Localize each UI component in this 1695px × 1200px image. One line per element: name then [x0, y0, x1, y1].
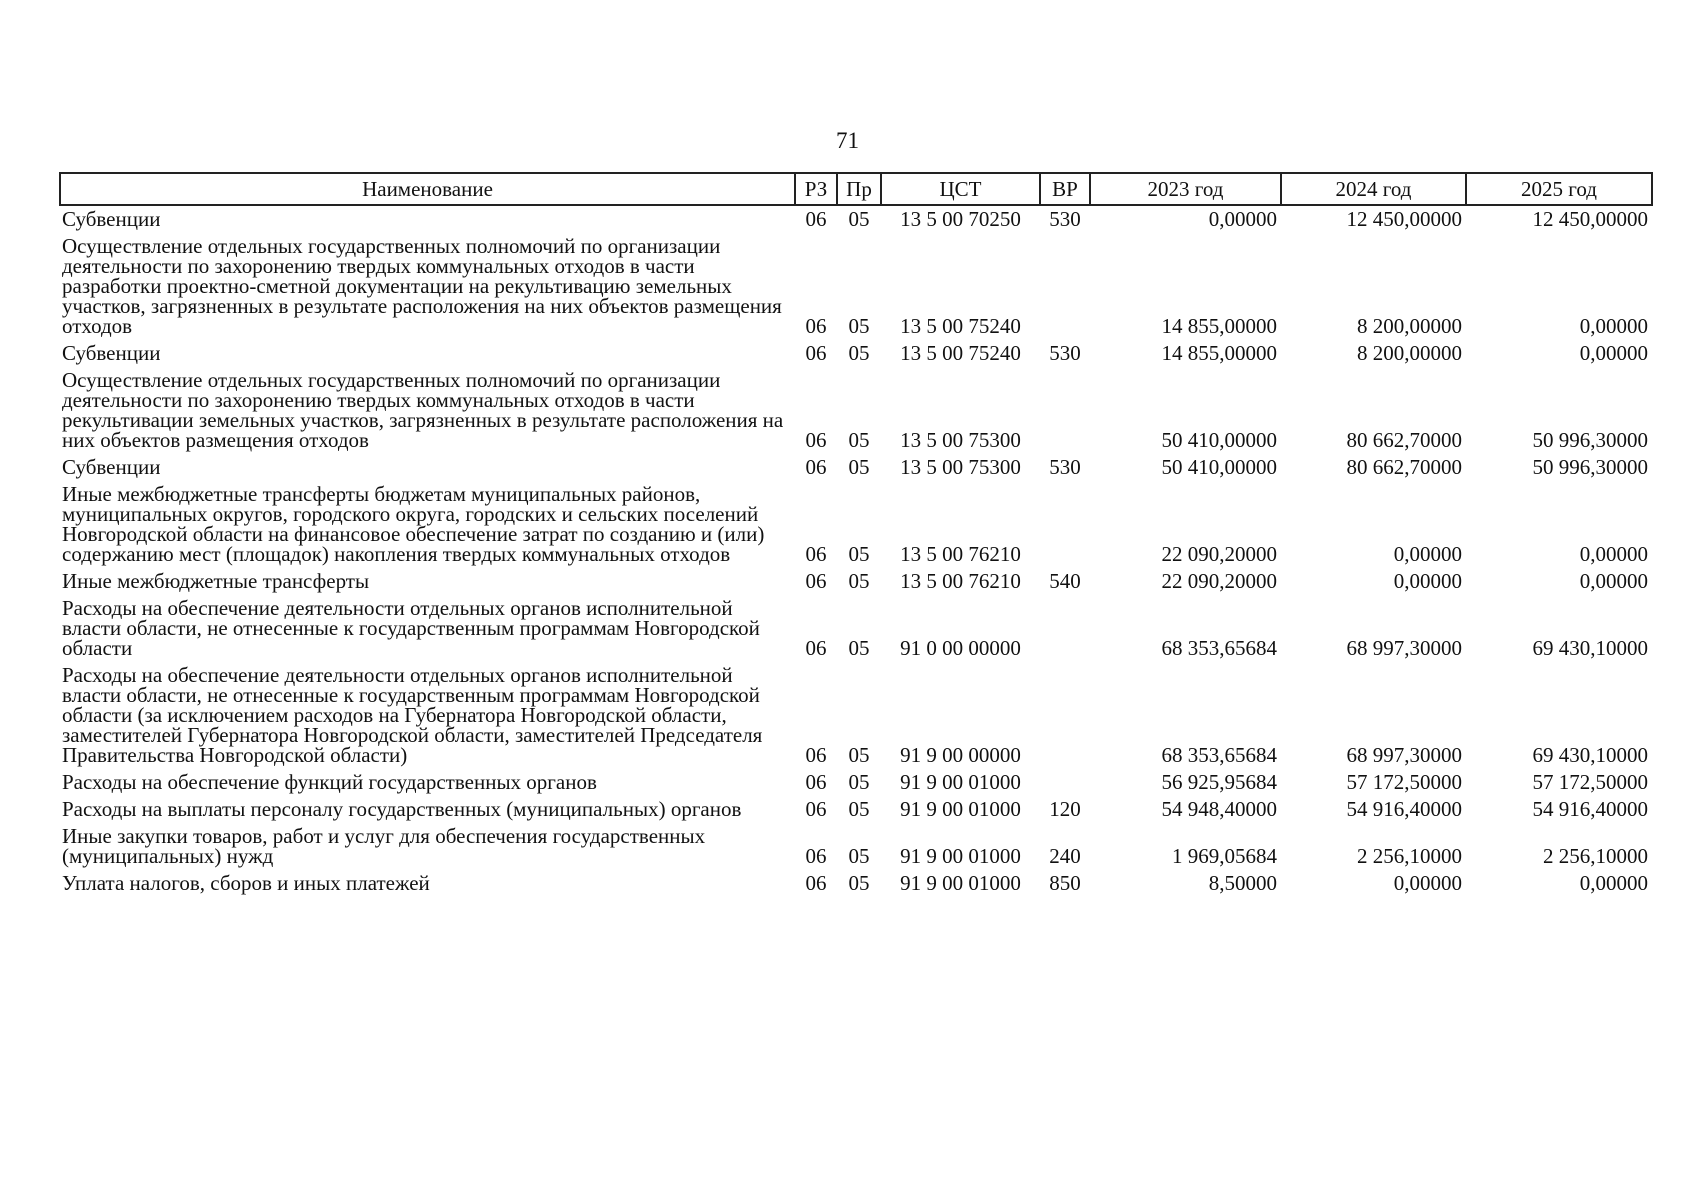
- row-rz: 06: [805, 844, 827, 868]
- row-name: Расходы на выплаты персоналу государственных (муниципальных) органов: [62, 797, 742, 821]
- row-name: Иные межбюджетные трансферты: [62, 569, 370, 593]
- row-cst: 91 9 00 01000: [900, 844, 1021, 868]
- table-row: [60, 870, 1652, 897]
- row-value-2024: 8 200,00000: [1357, 314, 1462, 338]
- row-vr: 850: [1049, 871, 1081, 895]
- row-value-2023: 68 353,65684: [1161, 636, 1277, 660]
- row-value-2025: 0,00000: [1579, 542, 1648, 566]
- row-vr: 240: [1049, 844, 1081, 868]
- header-2024: 2024 год: [1281, 173, 1466, 205]
- table-row: [60, 233, 1652, 340]
- row-name: Расходы на обеспечение деятельности отдельных органов исполнительной власти области, не отнесенные к государственным программам Новгородской области: [62, 596, 760, 660]
- table-row: [60, 205, 1652, 233]
- row-value-2024: 80 662,70000: [1346, 455, 1462, 479]
- row-value-2025: 69 430,10000: [1532, 636, 1648, 660]
- row-value-2025: 2 256,10000: [1543, 844, 1648, 868]
- row-pr: 05: [848, 314, 870, 338]
- row-vr: [1040, 595, 1090, 662]
- row-cst: 91 9 00 00000: [900, 743, 1021, 767]
- row-value-2024: 68 997,30000: [1346, 636, 1462, 660]
- row-value-2023: 22 090,20000: [1161, 542, 1277, 566]
- row-name: Осуществление отдельных государственных полномочий по организации деятельности по захоронению твердых коммунальных отходов в части рекультивации земельных участков, загрязненных в результате расположения на них объектов размещения отходов: [62, 368, 784, 452]
- row-pr: 05: [848, 455, 870, 479]
- row-name: Иные закупки товаров, работ и услуг для обеспечения государственных (муниципальных) нужд: [62, 824, 706, 868]
- row-name: Расходы на обеспечение деятельности отдельных органов исполнительной власти области, не отнесенные к государственным программам Новгородской области (за исключением расходов на Губернатора Новгородской области, заместителей Губернатора Новгородской области, заместителей Председателя Правительства Новгородской области): [62, 663, 763, 767]
- row-name: Субвенции: [62, 207, 161, 231]
- row-value-2025: 0,00000: [1579, 314, 1648, 338]
- row-pr: 05: [848, 428, 870, 452]
- row-pr: 05: [848, 871, 870, 895]
- row-value-2024: 0,00000: [1393, 569, 1462, 593]
- row-cst: 91 0 00 00000: [900, 636, 1021, 660]
- row-name: Иные межбюджетные трансферты бюджетам муниципальных районов, муниципальных округов, городского округа, городских и сельских поселений Новгородской области на финансовое обеспечение затрат по созданию и (или) содержанию мест (площадок) накопления твердых коммунальных отходов: [62, 482, 765, 566]
- row-cst: 13 5 00 75240: [900, 341, 1021, 365]
- row-value-2023: 0,00000: [1208, 207, 1277, 231]
- table-body: [60, 205, 1652, 897]
- table-row: [60, 595, 1652, 662]
- table-row: [60, 481, 1652, 568]
- row-value-2024: 8 200,00000: [1357, 341, 1462, 365]
- row-cst: 13 5 00 76210: [900, 569, 1021, 593]
- row-vr: [1040, 367, 1090, 454]
- row-pr: 05: [848, 844, 870, 868]
- row-name: Уплата налогов, сборов и иных платежей: [62, 871, 430, 895]
- row-rz: 06: [805, 341, 827, 365]
- row-cst: 91 9 00 01000: [900, 770, 1021, 794]
- row-value-2025: 50 996,30000: [1532, 455, 1648, 479]
- table-row: [60, 367, 1652, 454]
- row-vr: [1040, 481, 1090, 568]
- row-value-2023: 14 855,00000: [1161, 314, 1277, 338]
- table-row: [60, 568, 1652, 595]
- row-cst: 13 5 00 75300: [900, 455, 1021, 479]
- row-rz: 06: [805, 770, 827, 794]
- row-value-2023: 68 353,65684: [1161, 743, 1277, 767]
- header-cst: ЦСТ: [881, 173, 1040, 205]
- row-cst: 13 5 00 75300: [900, 428, 1021, 452]
- row-value-2024: 68 997,30000: [1346, 743, 1462, 767]
- row-pr: 05: [848, 770, 870, 794]
- table-header-row: [60, 173, 1652, 205]
- row-value-2023: 54 948,40000: [1161, 797, 1277, 821]
- row-value-2025: 69 430,10000: [1532, 743, 1648, 767]
- row-cst: 91 9 00 01000: [900, 871, 1021, 895]
- row-vr: 120: [1049, 797, 1081, 821]
- row-value-2024: 0,00000: [1393, 542, 1462, 566]
- row-value-2023: 56 925,95684: [1161, 770, 1277, 794]
- budget-table: [59, 172, 1653, 897]
- row-cst: 13 5 00 70250: [900, 207, 1021, 231]
- row-value-2023: 50 410,00000: [1161, 455, 1277, 479]
- row-value-2024: 2 256,10000: [1357, 844, 1462, 868]
- page-number: 71: [836, 128, 859, 153]
- row-vr: [1040, 662, 1090, 769]
- row-value-2025: 12 450,00000: [1532, 207, 1648, 231]
- header-rz: РЗ: [795, 173, 837, 205]
- row-value-2025: 50 996,30000: [1532, 428, 1648, 452]
- row-value-2023: 50 410,00000: [1161, 428, 1277, 452]
- row-rz: 06: [805, 542, 827, 566]
- row-rz: 06: [805, 636, 827, 660]
- row-value-2025: 54 916,40000: [1532, 797, 1648, 821]
- row-name: Субвенции: [62, 455, 161, 479]
- row-name: Осуществление отдельных государственных полномочий по организации деятельности по захоронению твердых коммунальных отходов в части разработки проектно-сметной документации на рекультивацию земельных участков, загрязненных в результате расположения на них объектов размещения отходов: [62, 234, 782, 338]
- row-value-2024: 54 916,40000: [1346, 797, 1462, 821]
- row-value-2025: 57 172,50000: [1532, 770, 1648, 794]
- header-pr: Пр: [837, 173, 881, 205]
- row-pr: 05: [848, 743, 870, 767]
- row-value-2024: 12 450,00000: [1346, 207, 1462, 231]
- row-pr: 05: [848, 797, 870, 821]
- row-name: Расходы на обеспечение функций государственных органов: [62, 770, 597, 794]
- row-rz: 06: [805, 569, 827, 593]
- table-row: [60, 662, 1652, 769]
- row-rz: 06: [805, 207, 827, 231]
- row-pr: 05: [848, 207, 870, 231]
- row-vr: 530: [1049, 455, 1081, 479]
- table-row: [60, 769, 1652, 796]
- row-rz: 06: [805, 314, 827, 338]
- row-value-2024: 0,00000: [1393, 871, 1462, 895]
- header-2025: 2025 год: [1466, 173, 1652, 205]
- row-value-2023: 1 969,05684: [1172, 844, 1277, 868]
- row-pr: 05: [848, 636, 870, 660]
- row-cst: 13 5 00 76210: [900, 542, 1021, 566]
- row-value-2024: 57 172,50000: [1346, 770, 1462, 794]
- table-row: [60, 823, 1652, 870]
- row-rz: 06: [805, 455, 827, 479]
- row-vr: 530: [1049, 207, 1081, 231]
- row-rz: 06: [805, 428, 827, 452]
- row-cst: 13 5 00 75240: [900, 314, 1021, 338]
- row-value-2025: 0,00000: [1579, 569, 1648, 593]
- row-pr: 05: [848, 542, 870, 566]
- header-2023: 2023 год: [1090, 173, 1281, 205]
- row-rz: 06: [805, 743, 827, 767]
- row-vr: 540: [1049, 569, 1081, 593]
- table-row: [60, 454, 1652, 481]
- row-name: Субвенции: [62, 341, 161, 365]
- row-pr: 05: [848, 569, 870, 593]
- row-rz: 06: [805, 871, 827, 895]
- row-pr: 05: [848, 341, 870, 365]
- row-value-2025: 0,00000: [1579, 341, 1648, 365]
- header-name: Наименование: [60, 173, 795, 205]
- table-row: [60, 340, 1652, 367]
- row-value-2025: 0,00000: [1579, 871, 1648, 895]
- row-cst: 91 9 00 01000: [900, 797, 1021, 821]
- row-vr: 530: [1049, 341, 1081, 365]
- row-vr: [1040, 769, 1090, 796]
- header-vr: ВР: [1040, 173, 1090, 205]
- row-vr: [1040, 233, 1090, 340]
- row-value-2023: 8,50000: [1208, 871, 1277, 895]
- row-value-2023: 22 090,20000: [1161, 569, 1277, 593]
- row-value-2023: 14 855,00000: [1161, 341, 1277, 365]
- table-row: [60, 796, 1652, 823]
- row-rz: 06: [805, 797, 827, 821]
- row-value-2024: 80 662,70000: [1346, 428, 1462, 452]
